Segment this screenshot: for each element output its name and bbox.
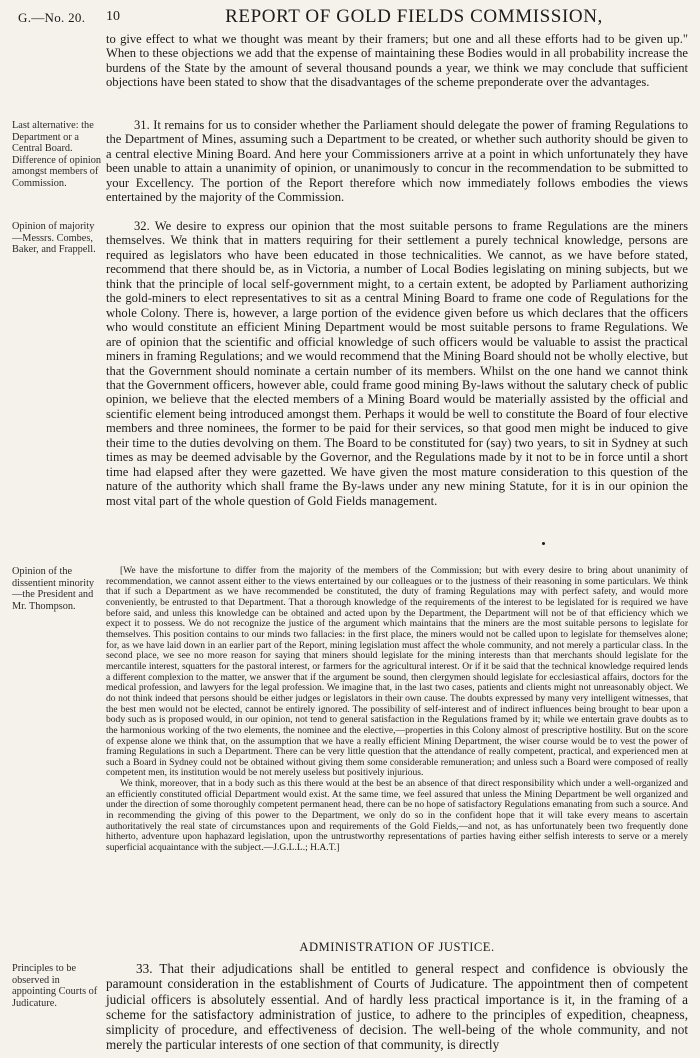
ink-dot bbox=[542, 542, 545, 545]
section-33 bbox=[12, 961, 688, 1053]
margin-note-31: Last alternative: the Department or a Central Board. Difference of opinion amongst members of Commission. bbox=[12, 120, 102, 189]
section-31 bbox=[12, 118, 688, 205]
page-number: 10 bbox=[106, 9, 120, 24]
dissent-text bbox=[106, 566, 688, 854]
dissent-section bbox=[12, 566, 688, 854]
dissent-paragraph-2: We think, moreover, that in a body such as this there would at the best be an absence of that direct responsibility which under a well-organized and an efficiently constituted official Department would exist. At the same time, we feel assured that unless the Mining Department be well organized and under the direction of some thoroughly competent permanent head, there can be no hope of satisfactory Regulations emanating from such a source. And in recommending the giving of this power to the Department, we only do so in the confident hope that it will take every means to ascertain authoritatively the real state of circumstances upon and requirements of the Gold Fields,—and not, as has unfortunately been two frequently done hitherto, adventure upon haphazard legislation, upon the untrustworthy representations of parties having either selfish interests to serve or a merely superficial acquaintance with the subject.—J.G.L.L.; H.A.T.] bbox=[106, 778, 688, 854]
dissent-paragraph-1: [We have the misfortune to differ from the majority of the members of the Commission; but with every desire to bring about unanimity of recommendation, we cannot assent either to the views entertained by our colleagues or to the justness of their reasoning in some particulars. We think that if such a Department as we have recommended be constituted, the duty of framing Regulations may with perfect safety, and would more conveniently, be entrusted to that Department. That a thorough knowledge of the requirements of the interest to be legislated for is required we have before said, and unless this knowledge can be obtained and acted upon by the Department, the Department will not be of that efficiency which we expect it to possess. We do not recognize the justice of the argument which maintains that the miners are the most suitable persons to legislate for themselves. This position contains to our minds two fallacies: in the first place, the miners would not be called upon to legislate for themselves alone; for, as we have laid down in an earlier part of the Report, mining legislation must affect the whole community, and not merely a particular class. In the second place, we see no more reason for saying that miners should legislate for the mining interests than that merchants should legislate for the mercantile interest, squatters for the pastoral interest, or farmers for the agricultural interest. Or if it be said that the technical knowledge required lends a different complexion to the matter, we answer that if the argument be sound, then clergymen should legislate for ecclesiastical affairs, doctors for the medical profession, and lawyers for the legal profession. We imagine that, in the last two cases, patients and clients might not unreasonably object. We do not think indeed that persons should be either judges or legislators in their own cause. The doubts expressed by many very intelligent witnesses, that the best men would not be elected, cannot be entirely ignored. The possibility of self-interest and of indirect influences being brought to bear upon a body such as is proposed would, in our opinion, not tend to general satisfaction in the Regulations framed by it; while we entertain grave doubts as to the harmonious working of the two elements, the nominee and the elective,—properties in this Colony almost of prescriptive hostility. But on the score of expense alone we think that, on the assumption that we have a really efficient Mining Department, the wiser course would be to vest the power of framing Regulations in such a Department. There can be very little question that the attendance of really competent, practical, and experienced men at such a Board in Sydney could not be obtained without giving them some considerable remuneration; and unless such a Board were composed of really competent men, its institution would be not merely useless but positively injurious. bbox=[106, 565, 688, 779]
paragraph-31: 31. It remains for us to consider whether the Parliament should delegate the power of framing Regulations to the Department of Mines, assuming such a Department to be created, or whether such authority should be given to a central elective Mining Board. And here your Commissioners arrive at a point in which unfortunately they have been unable to attain a unanimity of opinion, or unanimously to concur in the recommendation to be submitted to your Excellency. The portion of the Report therefore which now immediately follows embodies the views entertained by the majority of the Commission. bbox=[106, 118, 688, 205]
paragraph-32: 32. We desire to express our opinion that the most suitable persons to frame Regulations are the miners themselves. We think that in matters requiring for their settlement a purely technical knowledge, persons are required as legislators who have been educated in those technicalities. We cannot, as we have before stated, recommend that there should be, as in Victoria, a number of Local Bodies legislating on mining subjects, but we think that the principle of local self-government might, to a certain extent, be adopted by Parliament authorizing the gold-miners to elect representatives to sit as a central Mining Board to frame one code of Regulations for the whole Colony. There is, however, a large portion of the evidence given before us which declares that the officers who would constitute an efficient Mining Department would be most suitable persons to frame Regulations. We are of opinion that the scientific and official knowledge of such officers would be valuable to assist the practical miners in framing Regulations; and we would recommend that the Mining Board should not be wholly elective, but that the Government should nominate a certain number of its members. Whilst on the one hand we cannot think that the Government officers, however able, could frame good mining By-laws without the salutary check of public opinion, we believe that the elected members of a Mining Board would be materially assisted by the official and scientific element being introduced amongst them. Perhaps it would be well to constitute the Board of four elective members and three nominees, the former to be paid for their services, so that good men might be induced to give their time to the duties devolving on them. The Board to be constituted for (say) two years, to sit in Sydney at such times as may be deemed advisable by the Governor, and the Regulations made by it not to be in force until a short time had elapsed after they were gazetted. We have given the most mature consideration to this question of the nature of the authority which shall frame the By-laws under any new mining Statute, for it is in our opinion the most vital part of the whole question of Gold Fields management. bbox=[106, 219, 688, 508]
page-header bbox=[18, 6, 682, 30]
document-number: G.—No. 20. bbox=[18, 10, 86, 25]
intro-block bbox=[12, 32, 688, 90]
intro-paragraph: to give effect to what we thought was meant by their framers; but one and all these efforts had to be given up." When to these objections we add that the expense of maintaining these Bodies would in all probability increase the burdens of the State by the amount of several thousand pounds a year, we think we may conclude that sufficient objections have been stated to show that the disadvantages of the scheme preponderate over the advantages. bbox=[106, 32, 688, 90]
page-title: REPORT OF GOLD FIELDS COMMISSION, bbox=[225, 6, 603, 27]
section-32 bbox=[12, 219, 688, 508]
section-heading: ADMINISTRATION OF JUSTICE. bbox=[299, 940, 495, 954]
paragraph-33: 33. That their adjudications shall be entitled to general respect and confidence is obviously the paramount consideration in the establishment of Courts of Judicature. The appointment then of competent judicial officers is absolutely essential. And of hardly less practical importance is it, in the framing of a scheme for the satisfactory administration of justice, to adhere to the principles of expedition, cheapness, simplicity of procedure, and effectiveness of decision. The well-being of the whole community, and not merely the particular interests of one section of that community, is directly bbox=[106, 961, 688, 1053]
margin-note-32: Opinion of majority—Messrs. Combes, Baker, and Frappell. bbox=[12, 221, 96, 256]
margin-note-dissent: Opinion of the dissentient minority—the President and Mr. Thompson. bbox=[12, 566, 95, 612]
margin-note-33: Principles to be observed in appointing Courts of Judicature. bbox=[12, 963, 98, 1009]
